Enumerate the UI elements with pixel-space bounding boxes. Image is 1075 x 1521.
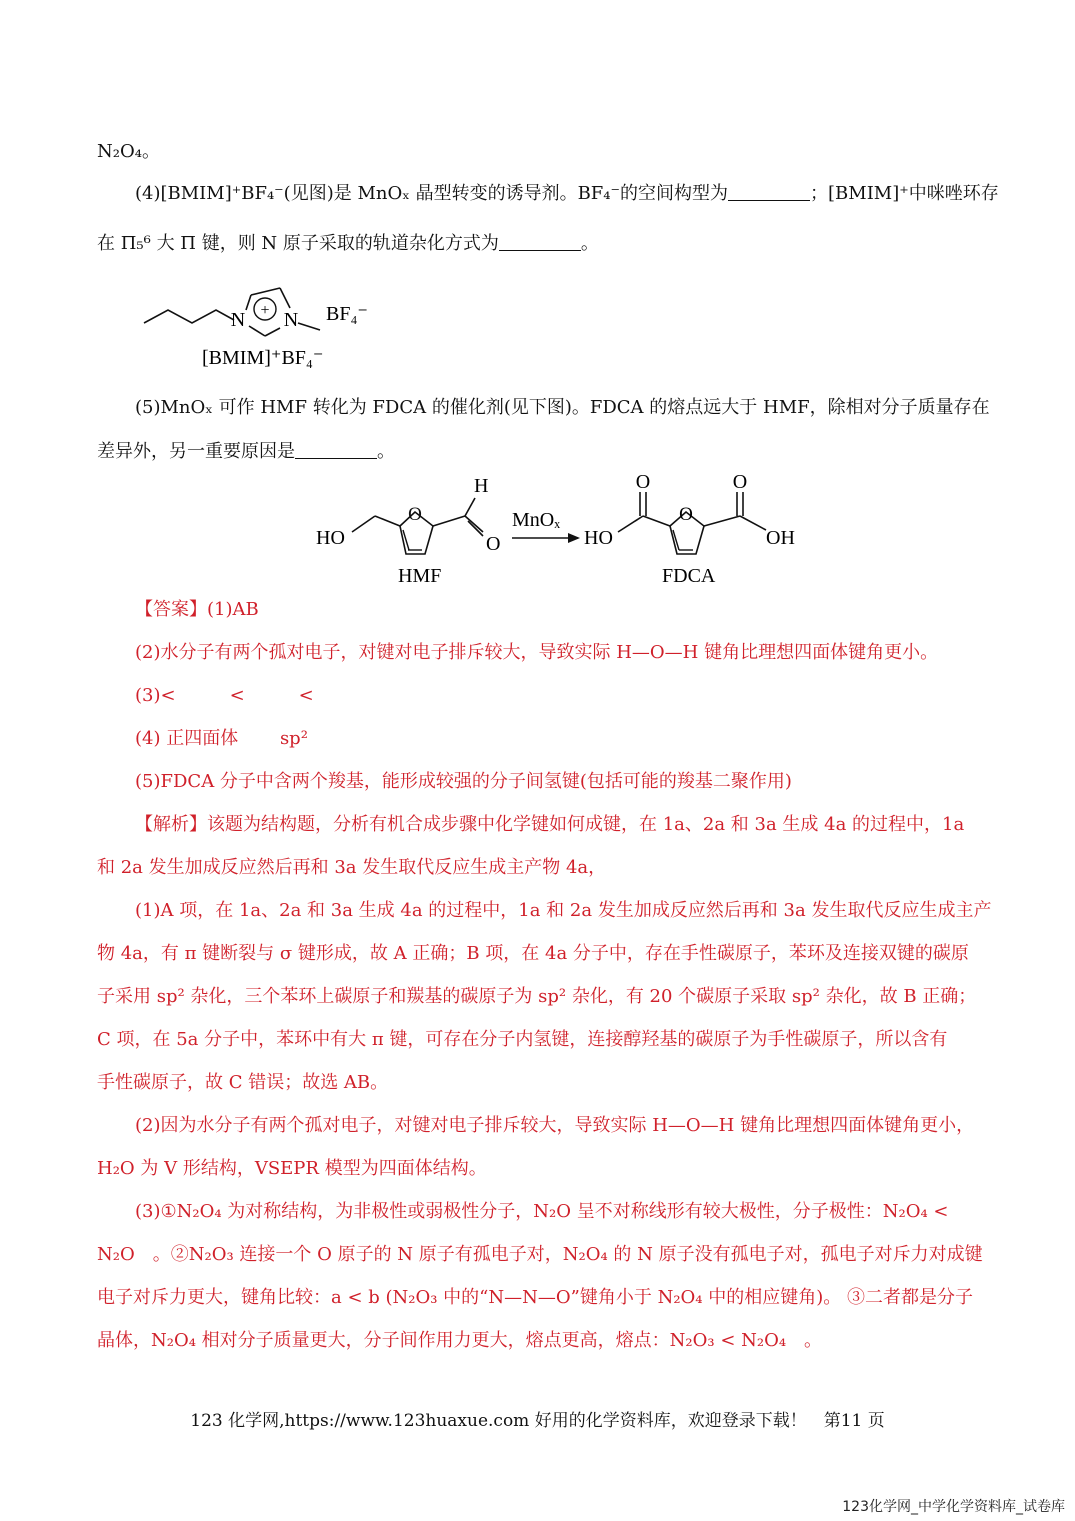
analysis-line-12: 电子对斥力更大，键角比较：a < b (N₂O₃ 中的“N—N—O”键角小于 N₂O₄ 中的相应键角)。 ③二者都是分子: [97, 1287, 973, 1308]
analysis-line-6: C 项，在 5a 分子中，苯环中有大 π 键，可存在分子内氢键，连接醇羟基的碳原子为手性碳原子，所以含有: [97, 1029, 948, 1050]
q4-line1-text-b: ；[BMIM]⁺中咪唑环存: [810, 183, 999, 204]
answer-blank-5: [295, 440, 377, 459]
analysis-line-8: (2)因为水分子有两个孤对电子，对键对电子排斥较大，导致实际 H—O—H 键角比理想四面体键角更小，: [135, 1115, 975, 1136]
hmf-to-fdca-reaction: [300, 468, 820, 592]
hmf-hydroxyl: HO: [316, 527, 345, 549]
fdca-label: FDCA: [662, 565, 716, 587]
analysis-line-3: (1)A 项，在 1a、2a 和 3a 生成 4a 的过程中，1a 和 2a 发生加成反应然后再和 3a 发生取代反应生成主产: [135, 900, 992, 921]
analysis-line-10: (3)①N₂O₄ 为对称结构，为非极性或弱极性分子，N₂O 呈不对称线形有较大极性，分子极性：N₂O₄ <: [135, 1201, 949, 1222]
fdca-ring-oxygen: O: [679, 504, 693, 525]
hmf-ring-oxygen: O: [408, 504, 422, 525]
anion-label: BF₄⁻: [326, 303, 368, 325]
answer-1: 【答案】(1)AB: [135, 599, 259, 620]
analysis-line-4: 物 4a，有 π 键断裂与 σ 键形成，故 A 正确；B 项，在 4a 分子中，存在手性碳原子，苯环及连接双键的碳原: [97, 943, 969, 964]
bmim-bf4-structure: [130, 278, 380, 378]
answer-4: (4) 正四面体 sp²: [135, 728, 308, 749]
answer-3: (3)< < <: [135, 685, 314, 706]
analysis-line-7: 手性碳原子，故 C 错误；故选 AB。: [97, 1072, 389, 1093]
q5-line2-text-b: 。: [377, 441, 395, 462]
plus-charge: +: [260, 302, 270, 319]
analysis-line-13: 晶体，N₂O₄ 相对分子质量更大，分子间作用力更大，熔点更高，熔点：N₂O₃ < N₂O₄ 。: [97, 1330, 823, 1351]
aldehyde-oxygen: O: [486, 533, 501, 555]
answer-5: (5)FDCA 分子中含两个羧基，能形成较强的分子间氢键(包括可能的羧基二聚作用): [135, 771, 792, 792]
analysis-line-9: H₂O 为 V 形结构，VSEPR 模型为四面体结构。: [97, 1158, 487, 1179]
q4-line2-text-b: 。: [580, 233, 599, 254]
fdca-hydroxyl-right: OH: [766, 527, 795, 549]
analysis-line-5: 子采用 sp² 杂化，三个苯环上碳原子和羰基的碳原子为 sp² 杂化，有 20 个碳原子采取 sp² 杂化，故 B 正确；: [97, 986, 977, 1007]
text-top-fragment: N₂O₄。: [97, 141, 160, 162]
analysis-line-1: 【解析】该题为结构题，分析有机合成步骤中化学键如何成键，在 1a、2a 和 3a 生成 4a 的过程中，1a: [135, 814, 965, 835]
answer-2: (2)水分子有两个孤对电子，对键对电子排斥较大，导致实际 H—O—H 键角比理想四面体键角更小。: [135, 642, 939, 663]
hmf-label: HMF: [398, 565, 442, 587]
answer-blank-4a: [728, 182, 810, 201]
q5-line2-text-a: 差异外，另一重要原因是: [97, 441, 295, 462]
analysis-line-2: 和 2a 发生加成反应然后再和 3a 发生取代反应生成主产物 4a，: [97, 857, 607, 878]
q4-line2-text-a: 在 Π₅⁶ 大 Π 键，则 N 原子采取的轨道杂化方式为: [97, 233, 499, 254]
q4-line1-text-a: (4)[BMIM]⁺BF₄⁻(见图)是 MnOₓ 晶型转变的诱导剂。BF₄⁻的空间构型为: [135, 183, 729, 204]
question-4-line-1: [135, 182, 999, 206]
carboxyl-oxygen-right: O: [732, 471, 748, 493]
carboxyl-oxygen-left: O: [635, 471, 651, 493]
question-4-line-2: [97, 232, 599, 256]
fdca-hydroxyl-left: HO: [584, 527, 613, 549]
watermark: 123化学网_中学化学资料库_试卷库: [842, 1499, 1065, 1515]
nitrogen-2: N: [283, 309, 299, 331]
question-5-line-1: (5)MnOₓ 可作 HMF 转化为 FDCA 的催化剂(见下图)。FDCA 的熔点远大于 HMF，除相对分子质量存在: [135, 397, 990, 418]
answer-blank-4b: [499, 232, 581, 251]
analysis-line-11: N₂O 。②N₂O₃ 连接一个 O 原子的 N 原子有孤电子对，N₂O₄ 的 N 原子没有孤电子对，孤电子对斥力对成键: [97, 1244, 983, 1265]
page-footer: 123 化学网,https://www.123huaxue.com 好用的化学资料库，欢迎登录下载！ 第11 页: [190, 1411, 885, 1431]
question-5-line-2: [97, 440, 395, 464]
aldehyde-hydrogen: H: [474, 475, 489, 497]
catalyst-label: MnOₓ: [512, 509, 561, 531]
structure-caption: [BMIM]⁺BF₄⁻: [202, 347, 324, 369]
nitrogen-1: N: [230, 309, 246, 331]
